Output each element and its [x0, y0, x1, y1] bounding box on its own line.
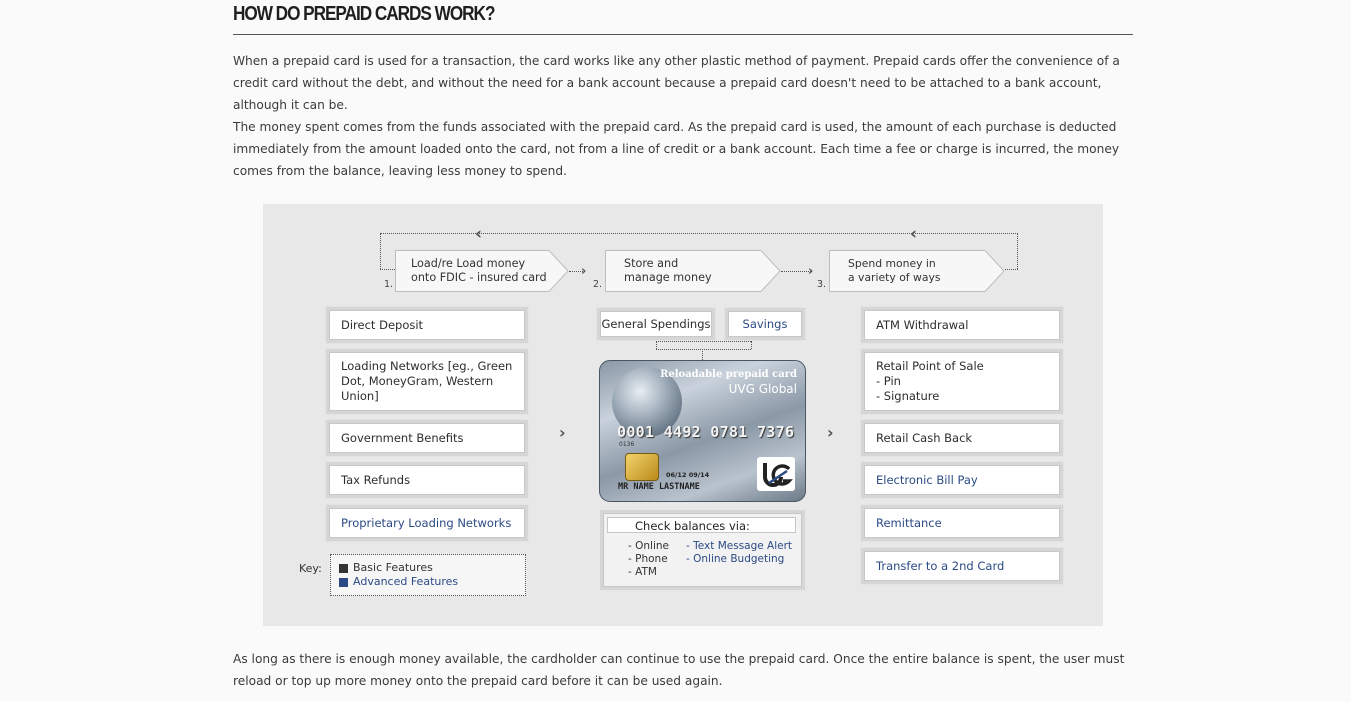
- load-source-proprietary-networks: Proprietary Loading Networks: [329, 508, 525, 538]
- load-source-tax-refunds: Tax Refunds: [329, 465, 525, 495]
- card-dates: 06/12 09/14: [666, 471, 710, 479]
- spend-electronic-bill-pay: Electronic Bill Pay: [864, 465, 1060, 495]
- tabs-connector-right: [751, 341, 752, 349]
- spend-retail-pos-label: Retail Point of Sale: [876, 359, 984, 373]
- card-brand: UVG Global: [728, 382, 797, 396]
- tab-general-spendings: General Spendings: [600, 311, 712, 337]
- spend-retail-pos-pin: - Pin: [876, 374, 901, 388]
- spend-atm-withdrawal: ATM Withdrawal: [864, 310, 1060, 340]
- basic-swatch-icon: [339, 564, 348, 573]
- step-1-line-2: onto FDIC - insured card: [411, 271, 547, 284]
- tab-savings: Savings: [728, 311, 802, 337]
- spend-transfer-2nd-card: Transfer to a 2nd Card: [864, 551, 1060, 581]
- check-balances-title: Check balances via:: [607, 517, 796, 533]
- loop-chevron-left-icon: ‹: [475, 224, 483, 244]
- tabs-connector-lower: [656, 349, 751, 350]
- arrow-to-card-icon: ›: [559, 423, 566, 442]
- loop-line-left: [380, 233, 381, 269]
- heading-divider: [233, 34, 1133, 35]
- step-2-number: 2.: [593, 279, 603, 290]
- step-1-number: 1.: [384, 279, 394, 290]
- paragraph-how-prepaid-works: When a prepaid card is used for a transaction, the card works like any other plastic method of payment. Prepaid cards offer the convenience of a credit card without the debt, and without the need for a bank account because a prepaid card doesn't need to be attached to a bank account, although it can be.: [233, 54, 1120, 112]
- check-balances-panel: [603, 513, 802, 587]
- check-method-online: - Online: [628, 540, 669, 552]
- key-label: Key:: [299, 562, 322, 575]
- spend-remittance: Remittance: [864, 508, 1060, 538]
- check-method-atm: - ATM: [628, 566, 657, 578]
- step-connector-2-chevron-icon: ›: [808, 264, 814, 279]
- step-connector-1-chevron-icon: ›: [581, 264, 587, 279]
- spend-retail-pos: [864, 352, 1060, 411]
- spend-retail-cash-back: Retail Cash Back: [864, 423, 1060, 453]
- key-advanced-features: Advanced Features: [353, 575, 459, 588]
- card-type-text: Reloadable prepaid card: [660, 369, 797, 380]
- step-connector-2: [781, 271, 811, 272]
- check-method-phone: - Phone: [628, 553, 668, 565]
- step-2-line-1: Store and: [624, 257, 679, 270]
- step-1-text: [411, 257, 547, 285]
- prepaid-card-flow-diagram: [263, 204, 1103, 626]
- step-load-money: [395, 250, 569, 292]
- page-heading: HOW DO PREPAID CARDS WORK?: [233, 3, 495, 25]
- load-source-government-benefits: Government Benefits: [329, 423, 525, 453]
- step-3-number: 3.: [817, 279, 827, 290]
- paragraph-reload: As long as there is enough money available, the cardholder can continue to use the prepaid card. Once the entire balance is spent, the user must reload or top up more money onto the prepaid card before it can be used again.: [233, 652, 1125, 688]
- step-1-line-1: Load/re Load money: [411, 257, 526, 270]
- step-3-line-2: a variety of ways: [848, 271, 941, 284]
- card-small-number: 0136: [619, 441, 635, 448]
- tabs-connector-bottom: [656, 341, 751, 342]
- load-source-loading-networks: Loading Networks [eg., Green Dot, MoneyGram, Western Union]: [329, 352, 525, 411]
- loop-chevron-right-icon: ‹: [910, 224, 918, 244]
- tabs-connector-stem: [702, 349, 703, 360]
- prepaid-card-image: [599, 360, 806, 502]
- loop-line-right: [1017, 233, 1018, 269]
- paragraph-money-spent: The money spent comes from the funds associated with the prepaid card. As the prepaid card is used, the amount of each purchase is deducted immediately from the amount loaded onto the card, not from a line of credit or a bank account. Each time a fee or charge is incurred, the money comes from the balance, leaving less money to spend.: [233, 120, 1120, 178]
- key-basic-features: Basic Features: [353, 561, 433, 574]
- card-holder-name: MR NAME LASTNAME: [618, 482, 700, 492]
- chip-icon: [625, 453, 659, 481]
- step-3-text: [848, 257, 941, 285]
- check-method-text-alert: - Text Message Alert: [686, 540, 793, 552]
- advanced-swatch-icon: [339, 578, 348, 587]
- step-spend-money: [829, 250, 1005, 292]
- load-source-direct-deposit: Direct Deposit: [329, 310, 525, 340]
- uvg-logo-icon: [757, 457, 795, 491]
- key-legend: [330, 554, 526, 596]
- arrow-to-spend-icon: ›: [827, 423, 834, 442]
- step-2-text: [624, 257, 712, 285]
- check-method-online-budgeting: - Online Budgeting: [686, 553, 785, 565]
- tabs-connector-left: [656, 341, 657, 349]
- step-store-money: [605, 250, 781, 292]
- step-3-line-1: Spend money in: [848, 257, 936, 270]
- loop-line-right-foot: [1005, 269, 1018, 270]
- spend-retail-pos-signature: - Signature: [876, 389, 940, 403]
- card-number: 0001 4492 0781 7376: [617, 423, 795, 441]
- step-2-line-2: manage money: [624, 271, 712, 284]
